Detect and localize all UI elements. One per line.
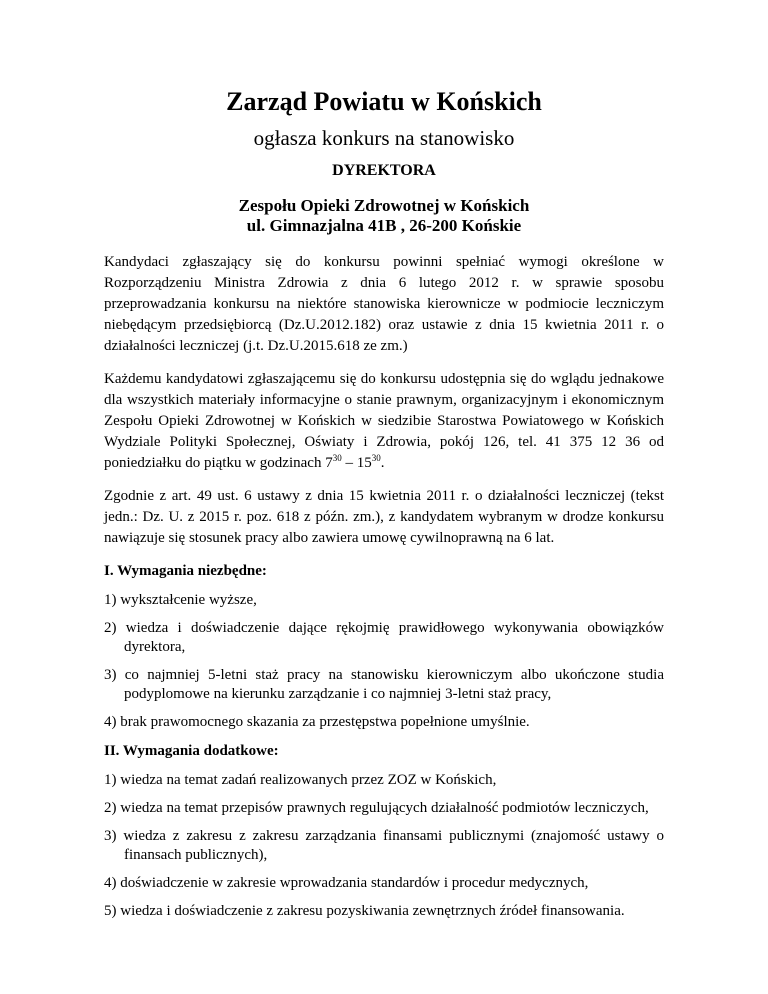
document-title: Zarząd Powiatu w Końskich: [226, 87, 542, 116]
hours-end: 15: [356, 455, 372, 471]
materials-text: Każdemu kandydatowi zgłaszającemu się do konkursu udostępnia się do wglądu jednakowe dla wszystkich materiały informacyjne o stanie prawnym, organizacyjnym i ekonomicznym Zespołu Opieki Zdrowotnej w Końskich w siedzibie Starostwa Powiatowego w Końskich Wydziale Polityki Społecznej, Oświaty i Zdrowia, pokój 126, tel. 41 375 12 36 od poniedziałku do piątku w godzinach: [104, 371, 664, 471]
hours-end-minutes: 30: [371, 453, 381, 463]
hours-start-minutes: 30: [332, 453, 342, 463]
list-item: 2) wiedza i doświadczenie dające rękojmię prawidłowego wykonywania obowiązków dyrektora,: [104, 620, 664, 655]
list-item: 5) wiedza i doświadczenie z zakresu pozyskiwania zewnętrznych źródeł finansowania.: [104, 903, 625, 919]
required-list: [104, 591, 664, 732]
list-item: 4) doświadczenie w zakresie wprowadzania standardów i procedur medycznych,: [104, 875, 589, 891]
list-item: 1) wiedza na temat zadań realizowanych przez ZOZ w Końskich,: [104, 772, 497, 788]
list-item: 3) co najmniej 5-letni staż pracy na stanowisku kierowniczym albo ukończone studia podyplomowe na kierunku zarządzanie i co najmniej 3-letni staż pracy,: [104, 667, 664, 702]
hours-end-punct: .: [380, 455, 385, 471]
list-item: 1) wykształcenie wyższe,: [104, 592, 257, 608]
list-item: 3) wiedza z zakresu z zakresu zarządzania finansami publicznymi (znajomość ustawy o finansach publicznych),: [104, 828, 664, 863]
hours-separator: –: [341, 455, 357, 471]
section-heading-additional: II. Wymagania dodatkowe:: [104, 743, 279, 759]
intro-paragraph-materials: [104, 369, 664, 474]
intro-paragraph-requirements: Kandydaci zgłaszający się do konkursu powinni spełniać wymogi określone w Rozporządzeniu Ministra Zdrowia z dnia 6 lutego 2012 r. w sprawie sposobu przeprowadzania konkursu na niektóre stanowiska kierownicze w podmiocie leczniczym niebędącym przedsiębiorcą (Dz.U.2012.182) oraz ustawie z dnia 15 kwietnia 2011 r. o działalności leczniczej (j.t. Dz.U.2015.618 ze zm.): [104, 254, 664, 354]
list-item: 4) brak prawomocnego skazania za przestępstwa popełnione umyślnie.: [104, 714, 530, 730]
list-item: 2) wiedza na temat przepisów prawnych regulujących działalność podmiotów leczniczych,: [104, 800, 649, 816]
additional-list: [104, 771, 664, 921]
document-subtitle: ogłasza konkurs na stanowisko: [253, 126, 515, 150]
hours-start: 7: [325, 455, 333, 471]
institution-name: Zespołu Opieki Zdrowotnej w Końskich: [238, 196, 530, 215]
institution-address: ul. Gimnazjalna 41B , 26-200 Końskie: [246, 216, 522, 235]
intro-paragraph-contract: Zgodnie z art. 49 ust. 6 ustawy z dnia 15 kwietnia 2011 r. o działalności leczniczej (tekst jedn.: Dz. U. z 2015 r. poz. 618 z późn. zm.), z kandydatem wybranym w drodze konkursu nawiązuje się stosunek pracy albo zawiera umowę cywilnoprawną na 6 lat.: [104, 488, 664, 546]
section-heading-required: I. Wymagania niezbędne:: [104, 563, 267, 579]
position-title: DYREKTORA: [332, 162, 436, 179]
